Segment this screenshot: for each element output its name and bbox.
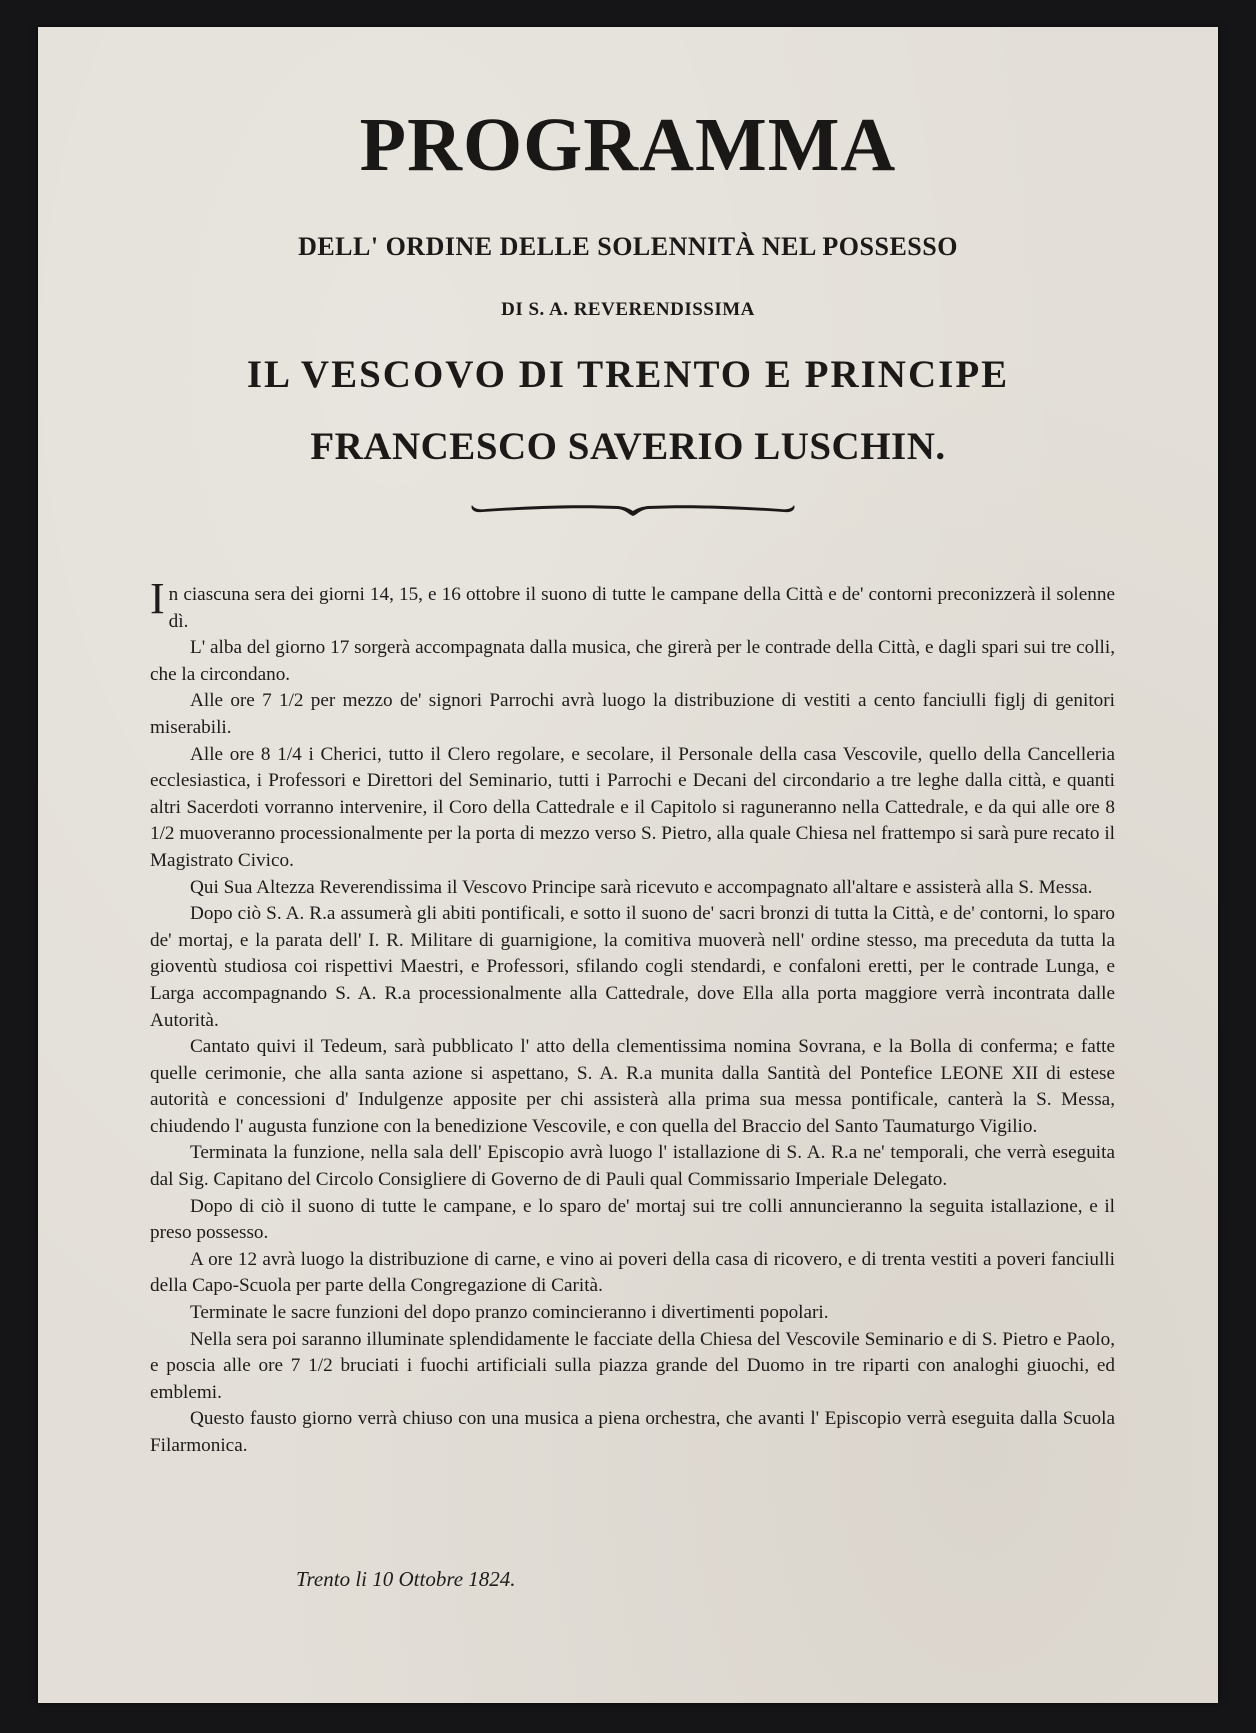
paragraph: Alle ore 7 1/2 per mezzo de' signori Parrochi avrà luogo la distribuzione di vestiti a cento fanciulli figlj di genitori miserabili. — [150, 690, 1115, 738]
paragraph: Terminata la funzione, nella sala dell' Episcopio avrà luogo l' istallazione di S. A. R.a ne' temporali, che verrà eseguita dal Sig. Capitano del Circolo Consigliere di Governo de di Pauli qual Commissario Imperiale Delegato. — [150, 1142, 1115, 1191]
paragraph: Qui Sua Altezza Reverendissima il Vescovo Principe sarà ricevuto e accompagnato all'altare e assisterà alla S. Messa. — [190, 876, 1093, 898]
decorative-rule-ornament — [468, 497, 798, 521]
paragraph: Terminate le sacre funzioni del dopo pranzo comincieranno i divertimenti popolari. — [190, 1302, 829, 1324]
paragraph: L' alba del giorno 17 sorgerà accompagnata dalla musica, che girerà per le contrade della Città, e dagli spari sui tre colli, che la circondano. — [150, 637, 1115, 685]
drop-cap: I — [150, 574, 165, 623]
paragraph: Dopo di ciò il suono di tutte le campane, e lo sparo de' mortaj sui tre colli annuncieranno la seguita istallazione, e il preso possesso. — [150, 1195, 1115, 1244]
paragraph: Dopo ciò S. A. R.a assumerà gli abiti pontificali, e sotto il suono de' sacri bronzi di tutta la Città, e de' contorni, lo sparo de' mortaj, e la parata dell' I. R. Militare di guarnigione, la comitiva muoverà nell' ordine stesso, ma preceduta da tutta la gioventù studiosa coi rispettivi Maestri, e Professori, sfilando cogli stendardi, e confaloni eretti, per le contrade Lunga, e Larga accompagnando S. A. R.a processionalmente alla Cattedrale, dove Ella alla porta maggiore verrà incontrata dalle Autorità. — [150, 903, 1115, 1031]
paragraph-opening — [150, 574, 1115, 635]
paragraph: Cantato quivi il Tedeum, sarà pubblicato l' atto della clementissima nomina Sovrana, e la Bolla di conferma; e fatte quelle cerimonie, che alla santa azione si aspettano, S. A. R.a munita dalla Santità del Pontefice LEONE XII di estese autorità e concessioni d' Indulgenze apposite per chi assisterà alla prima sua messa pontificale, canterà la S. Messa, chiudendo l' augusta funzione con la benedizione Vescovile, e con quella del Braccio del Santo Taumaturgo Vigilio. — [150, 1036, 1115, 1137]
document-sheet — [38, 27, 1218, 1703]
document-subtitle-bishop: IL VESCOVO DI TRENTO E PRINCIPE — [246, 353, 1010, 396]
paragraph: Questo fausto giorno verrà chiuso con una musica a piena orchestra, che avanti l' Episcopio verrà eseguita dalla Scuola Filarmonica. — [150, 1408, 1115, 1456]
proclamation-body — [150, 574, 1115, 1460]
document-subtitle-name: FRANCESCO SAVERIO LUSCHIN. — [310, 425, 946, 468]
paragraph: Alle ore 8 1/4 i Cherici, tutto il Clero regolare, e secolare, il Personale della casa Vescovile, quello della Cancelleria ecclesiastica, i Professori e Direttori del Seminario, tutti i Parrochi e Decani del circondario a tre leghe dalla città, e quanti altri Sacerdoti vorranno intervenire, il Coro della Cattedrale e il Capitolo si raguneranno nella Cattedrale, e da qui alle ore 8 1/2 muoveranno processionalmente per la porta di mezzo verso S. Pietro, alla quale Chiesa nel frattempo si sarà pure recato il Magistrato Civico. — [150, 743, 1115, 871]
place-date-signature: Trento li 10 Ottobre 1824. — [296, 1567, 516, 1591]
paragraph: Nella sera poi saranno illuminate splendidamente le facciate della Chiesa del Vescovile Seminario e di S. Pietro e Paolo, e poscia alle ore 7 1/2 bruciati i fuochi artificiali sulla piazza grande del Duomo in tre riparti con analoghi giuochi, ed emblemi. — [150, 1328, 1115, 1403]
document-title: PROGRAMMA — [359, 103, 897, 187]
paragraph: A ore 12 avrà luogo la distribuzione di carne, e vino ai poveri della casa di ricovero, e di trenta vestiti a poveri fanciulli della Capo-Scuola per parte della Congregazione di Carità. — [150, 1248, 1115, 1297]
document-subtitle-order: DELL' ORDINE DELLE SOLENNITÀ NEL POSSESSO — [298, 232, 958, 261]
paragraph-text: n ciascuna sera dei giorni 14, 15, e 16 ottobre il suono di tutte le campane della Città e de' contorni preconizzerà il solenne dì. — [168, 584, 1115, 632]
document-subtitle-reverendissima: DI S. A. REVERENDISSIMA — [501, 299, 755, 320]
